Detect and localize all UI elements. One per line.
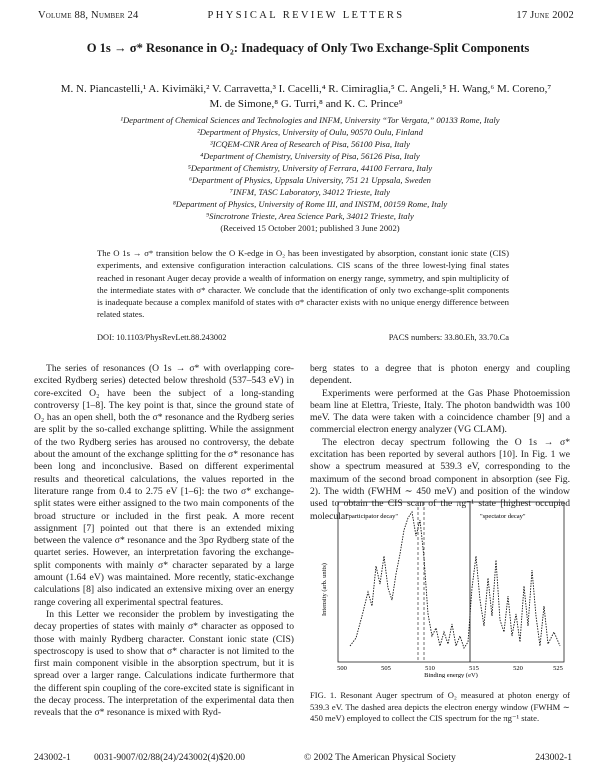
x-tick-label: 525 (553, 665, 563, 672)
page-number-left: 243002-1 (34, 752, 71, 763)
author-list: M. N. Piancastelli,¹ A. Kivimäki,² V. Carravetta,³ I. Cacelli,⁴ R. Cimiraglia,⁵ C. Angeli,⁵ H. Wang,⁶ M. Coreno,⁷ M. de Simone,⁸ G. Turri,⁸ and K. C. Prince⁹ (60, 83, 552, 110)
running-header (38, 10, 574, 24)
page-number-right: 243002-1 (535, 752, 572, 763)
spectator-label: "spectator decay" (480, 513, 526, 520)
participator-label: "participator decay" (346, 513, 399, 520)
received-date: (Received 15 October 2001; published 3 June 2002) (220, 223, 400, 233)
body-paragraph: In this Letter we reconsider the problem by investigating the decay properties of states with mainly σ* character as opposed to those with mainly Rydberg character. Constant ionic state (CIS) spectroscopy is used to show that σ* character is not limited to the first main component visible in the absorption spectrum, but it is spread over a larger range. Calculations indicate furthermore that the different spin coupling of the core-excited state is significant in the decay process. The interpretation of the experimental data then reveals that the σ* resonance is mixed with Ryd- (34, 608, 294, 719)
doi-line (97, 333, 509, 345)
body-paragraph: The series of resonances (O 1s → σ* with overlapping core-excited Rydberg series) detected below threshold (537–543 eV) in core-excited O₂ have been the subject of a long-standing controversy [1–8]. The key point is that, since the ground state of O₂ has an open shell, both the σ* resonance and the Rydberg series are split by the so-called exchange splitting. While the assignment of the two Rydberg series has aroused no controversy, the debate about the amount of the exchange splitting for the σ* resonance has been long and inconclusive. Based on different experimental results and theoretical calculations, the values reported in the literature range from 0.4 to 2.75 eV [1–6]: the two σ* exchange-split states were either assigned to the two main components of the broad structure or included in the first peak. A more recent assignment [7] pointed out that there is an extended mixing between the valence σ* resonance and the 3pσ Rydberg state of the quartet series. However, an interpretation favoring the exchange-split components with mainly σ* character separated by a large amount (1.64 eV) was maintained. More recently, static-exchange calculations [8] also indicated an extensive mixing over an energy range covering all experimental spectral features. (34, 363, 294, 608)
body-paragraph: berg states to a degree that is photon energy and coupling dependent. (310, 363, 570, 387)
affiliation: ⁸Department of Physics, University of Rome III, and INSTM, 00159 Rome, Italy (172, 199, 448, 209)
affiliation: ²Department of Physics, University of Oulu, 90570 Oulu, Finland (197, 127, 423, 137)
affiliation: ¹Department of Chemical Sciences and Technologies and INFM, University “Tor Vergata,” 00133 Rome, Italy (120, 115, 500, 125)
journal-name: PHYSICAL REVIEW LETTERS (207, 10, 405, 21)
abstract: The O 1s → σ* transition below the O K-edge in O₂ has been investigated by absorption, constant ionic state (CIS) experiments, and extensive configuration interaction calculations. CIS scans of the three lowest-lying final states reached in resonant Auger decay provide a wealth of information on energy range, symmetry, and spin multiplicity of the intermediate states with σ* character. We conclude that the identification of only two exchange-split components is inadequate because a complex manifold of states with σ* character exists with no unique energy difference between related states. (97, 248, 509, 320)
plot-frame (338, 502, 564, 662)
figure-caption: FIG. 1. Resonant Auger spectrum of O₂ measured at photon energy of 539.3 eV. The dashed area depicts the electron energy window (FWHM ∼ 450 meV) employed to collect the CIS spectrum for the πg⁻¹ state. (310, 690, 570, 723)
copyright: © 2002 The American Physical Society (304, 752, 456, 763)
issue-date: 17 June 2002 (516, 10, 574, 21)
pacs-numbers: PACS numbers: 33.80.Eh, 33.70.Ca (388, 333, 509, 342)
affiliation: ⁷INFM, TASC Laboratory, 34012 Trieste, Italy (230, 187, 390, 197)
volume-number: Volume 88, Number 24 (38, 10, 139, 21)
affiliation: ⁴Department of Chemistry, University of Pisa, 56126 Pisa, Italy (200, 151, 420, 161)
x-tick-label: 510 (425, 665, 435, 672)
affiliation: ⁶Department of Physics, Uppsala University, 751 21 Uppsala, Sweden (189, 175, 431, 185)
x-tick-label: 515 (469, 665, 479, 672)
x-tick-label: 520 (513, 665, 523, 672)
affiliation: ⁵Department of Chemistry, University of Ferrara, 44100 Ferrara, Italy (187, 163, 433, 173)
y-axis-label: Intensity (arb. units) (321, 563, 328, 616)
affiliation-list (30, 114, 590, 234)
page-footer (34, 752, 572, 766)
journal-code: 0031-9007/02/88(24)/243002(4)$20.00 (94, 752, 246, 763)
left-column (34, 363, 294, 720)
x-axis-label: Binding energy (eV) (424, 672, 478, 678)
x-tick-label: 505 (381, 665, 391, 672)
paper-title: O 1s → σ* Resonance in O₂: Inadequacy of Only Two Exchange-Split Components (86, 41, 530, 55)
figure-1 (310, 496, 572, 678)
body-paragraph: The electron decay spectrum following the O 1s → σ* excitation has been reported by several authors [10]. In Fig. 1 we show a spectrum measured at 539.3 eV, corresponding to the maximum of the second broad component in absorption (see Fig. 2). The width (FWHM ∼ 450 meV) and position of the window used to obtain the CIS scan of the πg⁻¹ state [highest occupied molecular (310, 436, 570, 522)
doi: DOI: 10.1103/PhysRevLett.88.243002 (97, 333, 227, 342)
affiliation: ⁹Sincrotrone Trieste, Area Science Park, 34012 Trieste, Italy (206, 211, 414, 221)
affiliation: ³ICQEM-CNR Area of Research of Pisa, 56100 Pisa, Italy (210, 139, 410, 149)
x-tick-label: 500 (337, 665, 347, 672)
body-paragraph: Experiments were performed at the Gas Phase Photoemission beam line at Elettra, Trieste, Italy. The photon bandwidth was 100 meV. The data were taken with a coincidence chamber [9] and a commercial electron energy analyzer (VG CLAM). (310, 387, 570, 436)
auger-spectrum-plot (310, 496, 572, 678)
spectrum-trace (350, 512, 560, 648)
